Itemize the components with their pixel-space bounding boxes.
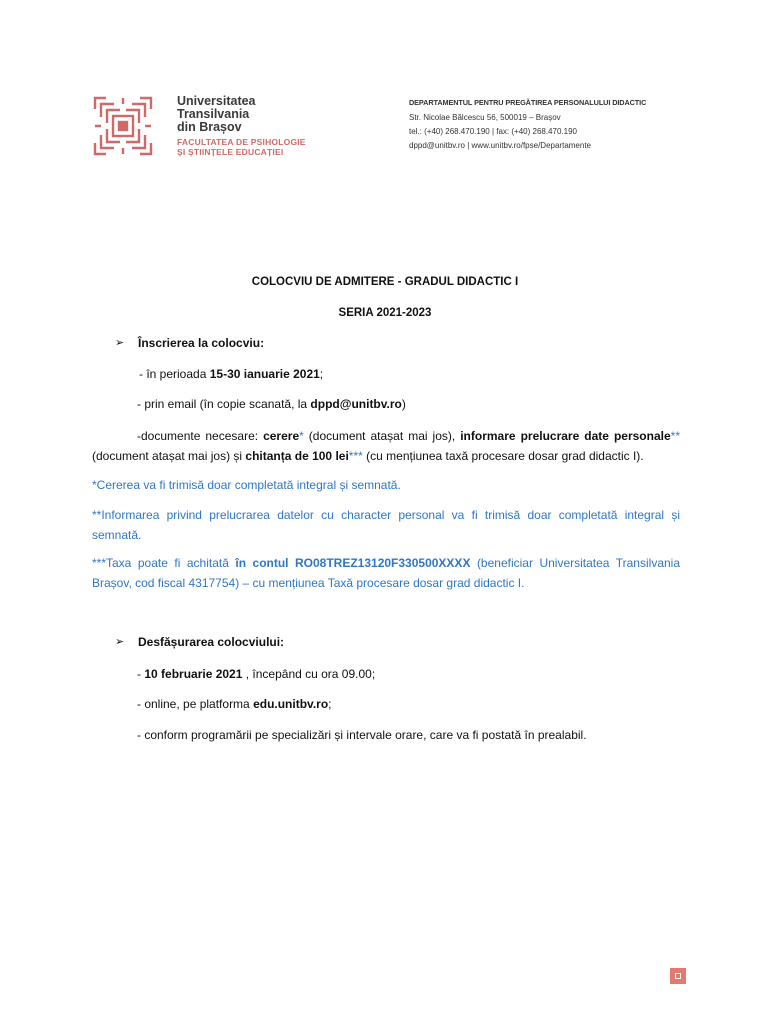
document-series: SERIA 2021-2023 — [338, 307, 432, 319]
university-name-line-3: din Brașov — [177, 120, 242, 134]
colloquium-date: - 10 februarie 2021 , începând cu ora 09.00; — [137, 667, 376, 681]
document-title: COLOCVIU DE ADMITERE - GRADUL DIDACTIC I — [251, 276, 519, 288]
faculty-name-line-2: ȘI ȘTIINȚELE EDUCAȚIEI — [177, 147, 284, 157]
note-taxa: ***Taxa poate fi achitată în contul RO08TREZ13120F330500XXXX (beneficiar Universitatea Transilvania Brașov, cod fiscal 4317754) – cu mențiunea Taxă procesare dosar grad didactic I. — [92, 556, 681, 590]
arrow-bullet-icon: ➢ — [115, 337, 125, 349]
platform-link[interactable]: edu.unitbv.ro — [253, 697, 329, 711]
note-informare: **Informarea privind prelucrarea datelor cu character personal va fi trimisă doar completată integral și semnată. — [92, 508, 680, 542]
university-logo-icon — [92, 95, 154, 157]
faculty-name-line-1: FACULTATEA DE PSIHOLOGIE — [177, 137, 306, 147]
arrow-bullet-icon: ➢ — [115, 636, 125, 648]
enrollment-period: - în perioada 15-30 ianuarie 2021; — [139, 367, 324, 381]
footer-logo-icon — [670, 968, 686, 984]
section-colloquium-heading: Desfășurarea colocviului: — [138, 635, 285, 649]
enrollment-email: - prin email (în copie scanată, la dppd@unitbv.ro) — [137, 397, 406, 411]
department-name: DEPARTAMENTUL PENTRU PREGĂTIREA PERSONALULUI DIDACTIC — [409, 98, 647, 107]
colloquium-schedule: - conform programării pe specializări și intervale orare, care va fi postată în prealabil. — [137, 728, 587, 742]
university-name-line-2: Transilvania — [177, 107, 250, 121]
email-link[interactable]: dppd@unitbv.ro — [310, 397, 402, 411]
university-name-line-1: Universitatea — [177, 94, 256, 108]
department-address: Str. Nicolae Bălcescu 56, 500019 – Brașov — [409, 113, 561, 122]
colloquium-platform: - online, pe platforma edu.unitbv.ro; — [137, 697, 332, 711]
required-documents: -documente necesare: cerere* (document atașat mai jos), informare prelucrare date personale** (document atașat mai jos) și chitanța de 100 lei*** (cu mențiunea taxă procesare dosar grad didactic I). — [92, 429, 680, 463]
section-enrollment-heading: Înscrierea la colocviu: — [138, 336, 265, 350]
note-cerere: *Cererea va fi trimisă doar completată integral și semnată. — [92, 478, 401, 492]
department-contact: dppd@unitbv.ro | www.unitbv.ro/fpse/Departamente — [409, 141, 591, 150]
department-phone: tel.: (+40) 268.470.190 | fax: (+40) 268.470.190 — [409, 127, 577, 136]
